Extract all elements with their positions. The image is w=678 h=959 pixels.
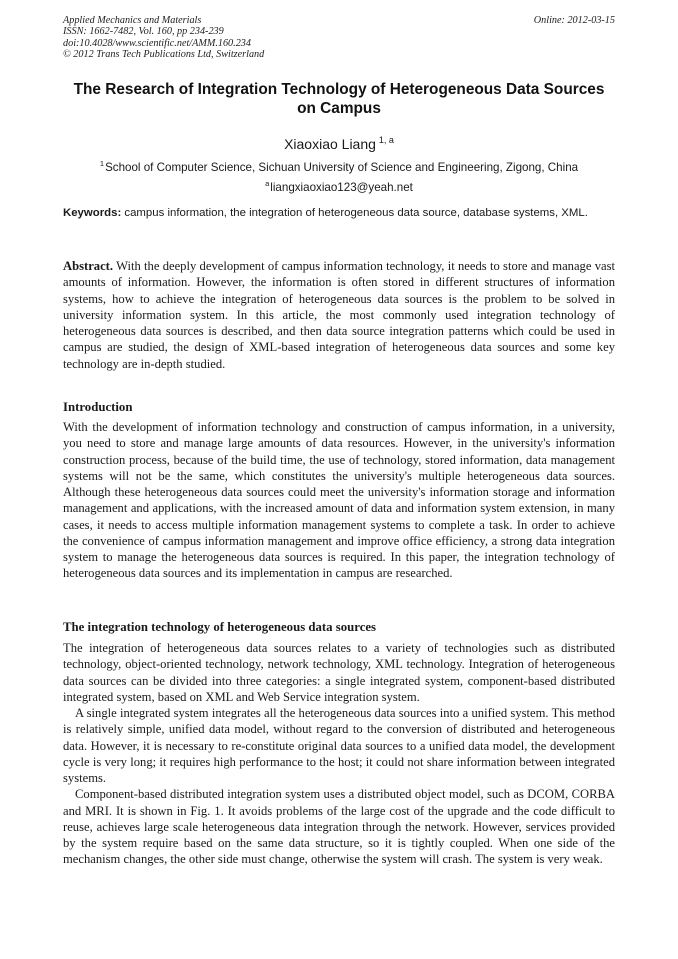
doi-line: doi:10.4028/www.scientific.net/AMM.160.234 bbox=[63, 37, 251, 49]
email-mark: a bbox=[265, 179, 270, 188]
abstract-text: With the deeply development of campus information technology, it needs to store and manage vast amounts of information. However, the information is often stored in different structures of information systems, how to achieve the integration of heterogeneous data sources is the problem to be solved in university information system. In this article, the most commonly used integration technology of heterogeneous data sources is described, and then data source integration patterns which could be used in campus are studied, the design of XML-based integration of heterogeneous data sources and some key technology are in-depth studied. bbox=[63, 259, 615, 371]
abstract-label: Abstract. bbox=[63, 259, 114, 273]
author-name: Xiaoxiao Liang bbox=[284, 136, 376, 152]
affiliation-text: School of Computer Science, Sichuan University of Science and Engineering, Zigong, China bbox=[105, 161, 579, 174]
introduction-body bbox=[63, 419, 615, 582]
author-email: liangxiaoxiao123@yeah.net bbox=[270, 181, 413, 194]
affiliation-mark: 1 bbox=[99, 159, 105, 168]
integration-paragraph-2: A single integrated system integrates all the heterogeneous data sources into a unified system. This method is relatively simple, unified data model, without regard to the conversion of distributed and heterogeneous data. However, it is necessary to re-constitute original data sources to a unified data model, the development cycle is very long; it requires high performance to the host; it could not share information between integrated systems. bbox=[63, 706, 615, 785]
introduction-paragraph: With the development of information technology and construction of campus information, in a university, you need to store and manage large amounts of data resources. However, in the university's information construction process, because of the build time, the use of technology, stored information, data management systems will not be the same, which constitutes the university's multiple heterogeneous data sources. Although these heterogeneous data sources could meet the university's information storage and information management and applications, with the increased amount of data and information system extension, in many cases, it needs to access multiple information management systems to complete a task. In order to achieve the convenience of campus information management and improve office efficiency, a strong data integration system to manage the heterogeneous data sources is required. In this paper, the integration technology of heterogeneous data sources and its implementation in campus are researched. bbox=[63, 420, 615, 581]
keywords-label: Keywords: bbox=[63, 207, 122, 219]
online-date: Online: 2012-03-15 bbox=[533, 15, 615, 26]
paper-title: The Research of Integration Technology of Heterogeneous Data Sources on Campus bbox=[73, 81, 605, 117]
integration-paragraph-3: Component-based distributed integration system uses a distributed object model, such as DCOM, CORBA and MRI. It is shown in Fig. 1. It avoids problems of the large cost of the upgrade and the code difficult to reuse, achieves large scale heterogeneous data integration through the network. However, services provided by the system require based on the same data structure, so it is tightly coupled. When one side of the mechanism changes, the other side must change, otherwise the system will crash. The system is very weak. bbox=[63, 787, 615, 867]
keywords-text: campus information, the integration of heterogeneous data source, database systems, XML. bbox=[124, 207, 588, 219]
introduction-heading: Introduction bbox=[63, 400, 133, 414]
author-marks: 1, a bbox=[378, 135, 394, 145]
journal-name: Applied Mechanics and Materials bbox=[63, 15, 202, 26]
integration-paragraph-1: The integration of heterogeneous data sources relates to a variety of technologies such as distributed technology, object-oriented technology, network technology, XML technology. Integration of heterogeneous data sources can be divided into three categories: a single integrated system, component-based distributed integrated system, based on XML and Web Service integration system. bbox=[63, 641, 615, 704]
keywords bbox=[63, 206, 615, 222]
journal-header bbox=[63, 15, 615, 61]
issn-line: ISSN: 1662-7482, Vol. 160, pp 234-239 bbox=[63, 26, 224, 38]
affiliation bbox=[63, 156, 615, 196]
author-line bbox=[63, 131, 615, 153]
integration-body bbox=[63, 640, 615, 868]
abstract bbox=[63, 258, 615, 372]
copyright-line: © 2012 Trans Tech Publications Ltd, Switzerland bbox=[63, 49, 265, 61]
integration-heading: The integration technology of heterogeneous data sources bbox=[63, 620, 377, 634]
